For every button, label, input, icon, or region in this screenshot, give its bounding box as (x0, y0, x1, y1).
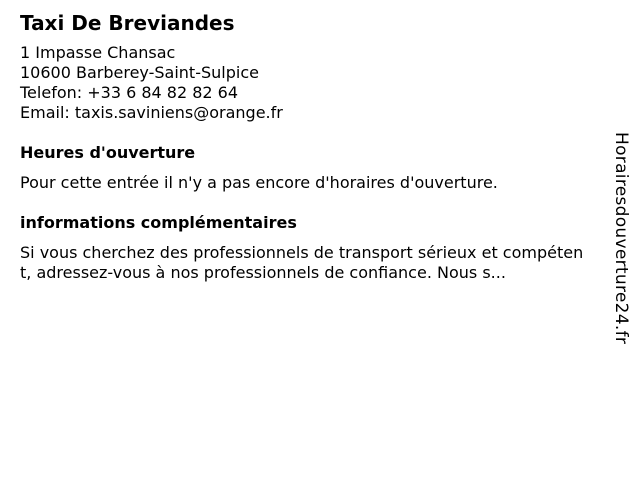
business-entry (20, 10, 600, 283)
additional-info-text: Si vous cherchez des professionnels de transport sérieux et compétent, adressez-vous à nos professionnels de confiance. Nous s... (20, 243, 584, 282)
address-street: 1 Impasse Chansac (20, 43, 176, 62)
opening-hours-text: Pour cette entrée il n'y a pas encore d'horaires d'ouverture. (20, 173, 498, 192)
opening-hours-heading: Heures d'ouverture (20, 143, 196, 162)
site-watermark: Horairesdouverture24.fr (611, 132, 631, 345)
email-address: Email: taxis.saviniens@orange.fr (20, 103, 283, 122)
business-name: Taxi De Breviandes (20, 11, 235, 35)
additional-info-heading: informations complémentaires (20, 213, 297, 232)
address-city: 10600 Barberey-Saint-Sulpice (20, 63, 259, 82)
phone-number: Telefon: +33 6 84 82 82 64 (20, 83, 239, 102)
contact-block (20, 43, 600, 123)
